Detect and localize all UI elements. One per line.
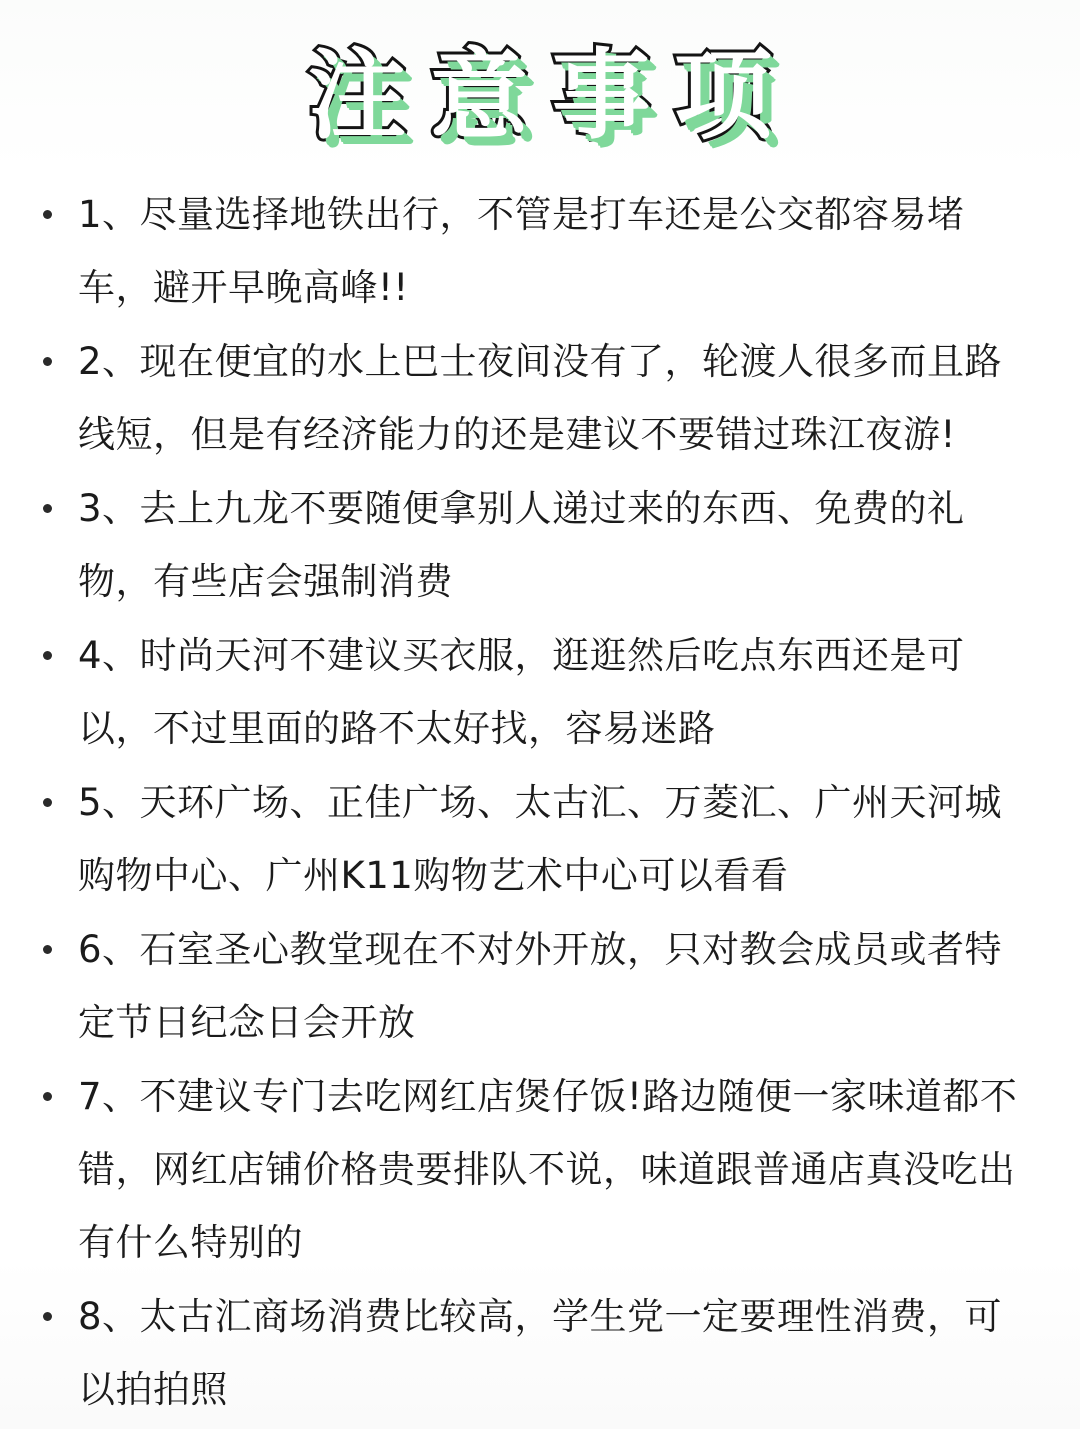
bullet-icon <box>43 651 52 660</box>
bullet-icon <box>43 1092 52 1101</box>
list-item <box>0 619 1080 765</box>
list-item-text: 4、时尚天河不建议买衣服，逛逛然后吃点东西还是可以，不过里面的路不太好找，容易迷路 <box>78 634 965 750</box>
list-item-text: 6、石室圣心教堂现在不对外开放，只对教会成员或者特定节日纪念日会开放 <box>78 928 1003 1044</box>
list-item <box>0 325 1080 471</box>
list-item-text: 2、现在便宜的水上巴士夜间没有了，轮渡人很多而且路线短，但是有经济能力的还是建议不要错过珠江夜游! <box>78 340 1003 456</box>
list-item-text: 3、去上九龙不要随便拿别人递过来的东西、免费的礼物，有些店会强制消费 <box>78 487 965 603</box>
list-item <box>0 1280 1080 1426</box>
bullet-icon <box>43 945 52 954</box>
bullet-icon <box>43 798 52 807</box>
list-item-text: 5、天环广场、正佳广场、太古汇、万菱汇、广州天河城购物中心、广州K11购物艺术中心可以看看 <box>78 781 1003 897</box>
bullet-icon <box>43 504 52 513</box>
list-item-text: 8、太古汇商场消费比较高，学生党一定要理性消费，可以拍拍照 <box>78 1295 1003 1411</box>
page-title: 注意事项 <box>307 39 796 153</box>
list-item <box>0 1060 1080 1279</box>
bullet-icon <box>43 1312 52 1321</box>
list-item <box>0 178 1080 324</box>
bullet-icon <box>43 357 52 366</box>
notes-list <box>0 178 1080 1427</box>
list-item <box>0 913 1080 1059</box>
list-item-text: 1、尽量选择地铁出行，不管是打车还是公交都容易堵车，避开早晚高峰!! <box>78 193 965 309</box>
list-item-text: 7、不建议专门去吃网红店煲仔饭!路边随便一家味道都不错，网红店铺价格贵要排队不说，味道跟普通店真没吃出有什么特别的 <box>78 1075 1018 1264</box>
list-item <box>0 472 1080 618</box>
list-item <box>0 766 1080 912</box>
bullet-icon <box>43 210 52 219</box>
